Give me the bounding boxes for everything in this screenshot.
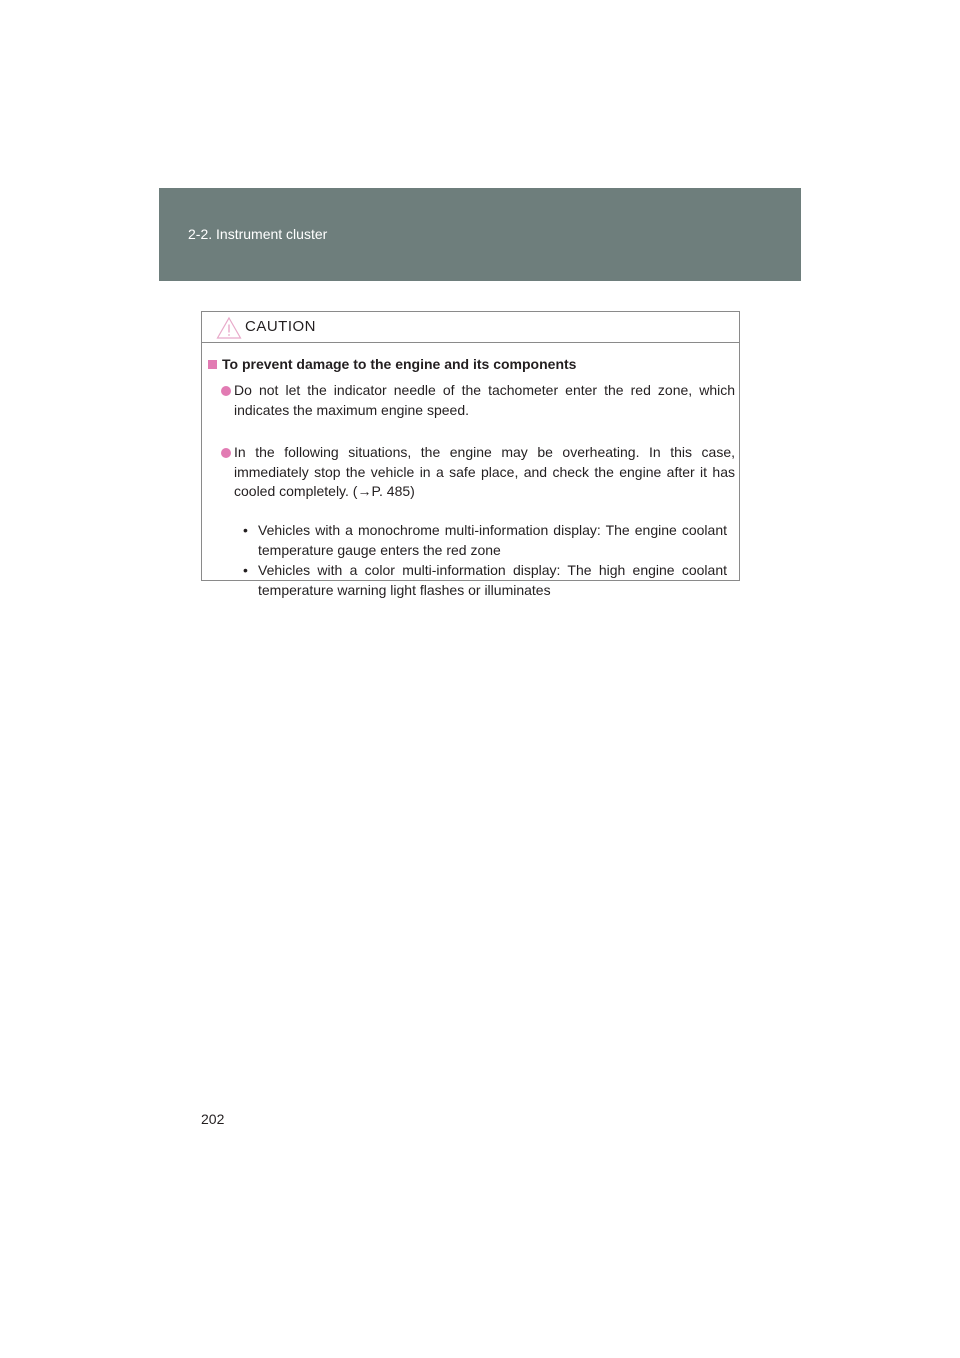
- bullet-dot: •: [243, 562, 248, 578]
- circle-bullet-icon: [221, 448, 231, 458]
- bullet-dot: •: [243, 522, 248, 538]
- caution-heading-text: To prevent damage to the engine and its components: [222, 356, 577, 372]
- caution-subitem-text: Vehicles with a color multi-information display: The high engine coolant temperature warning light flashes or illuminates: [258, 562, 727, 598]
- caution-item: [234, 381, 735, 420]
- caution-header: [202, 312, 739, 343]
- caution-subitem: [243, 521, 727, 560]
- page-number: 202: [201, 1111, 225, 1127]
- caution-heading: [208, 355, 576, 375]
- caution-box: [201, 311, 740, 598]
- caution-subitem-text: Vehicles with a monochrome multi-information display: The engine coolant temperature gauge enters the red zone: [258, 522, 727, 558]
- circle-bullet-icon: [221, 386, 231, 396]
- warning-triangle-icon: [216, 316, 242, 340]
- caution-subitem: [243, 561, 727, 600]
- section-title: 2-2. Instrument cluster: [188, 226, 328, 242]
- caution-label: CAUTION: [245, 318, 316, 335]
- caution-item-text: In the following situations, the engine may be overheating. In this case, immediately stop the vehicle in a safe place, and check the engine after it has cooled completely. (→P. 485): [234, 444, 735, 499]
- square-bullet-icon: [208, 360, 217, 369]
- section-header-band: [159, 188, 801, 281]
- caution-item-text: Do not let the indicator needle of the tachometer enter the red zone, which indicates the maximum engine speed.: [234, 382, 735, 418]
- caution-item: [234, 443, 735, 502]
